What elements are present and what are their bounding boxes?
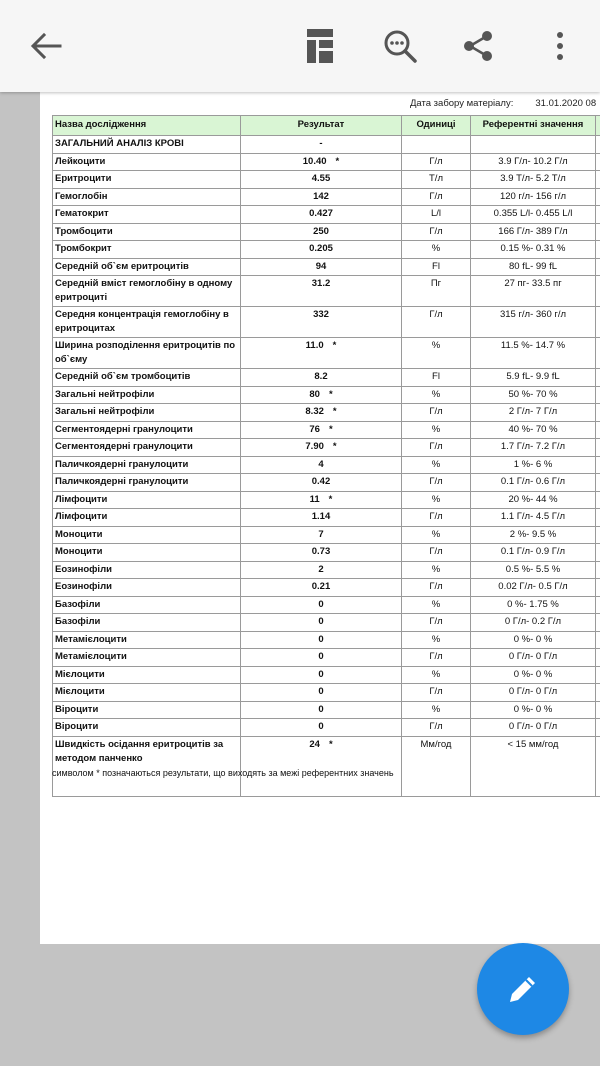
table-row — [53, 526, 600, 544]
header-name: Назва дослідження — [53, 116, 241, 136]
test-result — [241, 561, 402, 579]
test-result — [241, 614, 402, 632]
document-button[interactable] — [300, 26, 340, 66]
test-reference: 80 fL- 99 fL — [471, 258, 596, 276]
extra-cell — [596, 596, 600, 614]
test-unit: Г/л — [402, 223, 471, 241]
test-name: Середня концентрація гемоглобіну в еритроцитах — [53, 307, 241, 338]
test-reference: 120 г/л- 156 г/л — [471, 188, 596, 206]
test-unit: L/l — [402, 206, 471, 224]
table-row — [53, 153, 600, 171]
test-result — [241, 386, 402, 404]
test-unit: % — [402, 241, 471, 259]
test-name: Еозинофіли — [53, 579, 241, 597]
test-result — [241, 338, 402, 369]
table-row — [53, 631, 600, 649]
test-name: Лейкоцити — [53, 153, 241, 171]
table-row — [53, 456, 600, 474]
test-name: Мієлоцити — [53, 666, 241, 684]
test-reference: 11.5 %- 14.7 % — [471, 338, 596, 369]
result-value: 0 — [318, 668, 324, 680]
extra-cell — [596, 736, 600, 796]
table-row — [53, 276, 600, 307]
result-value: 0 — [318, 616, 324, 627]
test-reference: 0 Г/л- 0.2 Г/л — [471, 614, 596, 632]
test-name: Еритроцити — [53, 171, 241, 189]
test-name: Паличкоядерні гранулоцити — [53, 456, 241, 474]
test-result — [241, 171, 402, 189]
header-extra — [596, 116, 600, 136]
test-name: Метамієлоцити — [53, 649, 241, 667]
extra-cell — [596, 307, 600, 338]
extra-cell — [596, 561, 600, 579]
result-value: 0 — [318, 598, 324, 610]
table-row — [53, 206, 600, 224]
out-of-range-flag: * — [335, 155, 340, 167]
edit-fab-button[interactable] — [477, 943, 569, 1035]
test-result — [241, 241, 402, 259]
extra-cell — [596, 491, 600, 509]
test-name: Еозинофіли — [53, 561, 241, 579]
result-value: 0.21 — [311, 581, 331, 592]
test-unit: Г/л — [402, 614, 471, 632]
test-unit: Г/л — [402, 544, 471, 562]
result-value: 2 — [318, 563, 324, 575]
test-reference: 0.1 Г/л- 0.9 Г/л — [471, 544, 596, 562]
test-reference: 0 %- 1.75 % — [471, 596, 596, 614]
test-unit: % — [402, 421, 471, 439]
test-reference: 0 %- 0 % — [471, 631, 596, 649]
table-row — [53, 258, 600, 276]
table-row — [53, 701, 600, 719]
test-result — [241, 258, 402, 276]
test-unit: Fl — [402, 258, 471, 276]
test-unit: % — [402, 526, 471, 544]
table-row — [53, 719, 600, 737]
extra-cell — [596, 404, 600, 422]
result-value: 250 — [313, 225, 329, 237]
extra-cell — [596, 439, 600, 457]
result-value: 0 — [318, 721, 324, 732]
test-name: Сегментоядерні гранулоцити — [53, 439, 241, 457]
test-reference: 0.5 %- 5.5 % — [471, 561, 596, 579]
result-value: 0 — [318, 703, 324, 715]
table-row — [53, 684, 600, 702]
result-value: 0.427 — [309, 208, 333, 219]
date-value: 31.01.2020 08 — [535, 98, 597, 109]
result-value: 332 — [313, 309, 329, 320]
back-button[interactable] — [26, 26, 66, 66]
test-unit: Г/л — [402, 153, 471, 171]
test-reference: 0 Г/л- 0 Г/л — [471, 649, 596, 667]
table-row — [53, 439, 600, 457]
table-header-row — [53, 116, 600, 136]
extra-cell — [596, 171, 600, 189]
test-reference: 0.02 Г/л- 0.5 Г/л — [471, 579, 596, 597]
extra-cell — [596, 579, 600, 597]
test-reference: 2 %- 9.5 % — [471, 526, 596, 544]
table-row — [53, 666, 600, 684]
extra-cell — [596, 649, 600, 667]
test-result — [241, 596, 402, 614]
section-result: - — [241, 136, 402, 154]
test-unit: Г/л — [402, 188, 471, 206]
test-name: Тромбоцити — [53, 223, 241, 241]
test-reference: 0.1 Г/л- 0.6 Г/л — [471, 474, 596, 492]
test-result — [241, 544, 402, 562]
table-row — [53, 561, 600, 579]
table-row — [53, 474, 600, 492]
test-reference: 2 Г/л- 7 Г/л — [471, 404, 596, 422]
extra-cell — [596, 188, 600, 206]
test-result — [241, 736, 402, 796]
test-unit: % — [402, 701, 471, 719]
test-result — [241, 276, 402, 307]
out-of-range-flag: * — [332, 441, 337, 452]
test-reference: 50 %- 70 % — [471, 386, 596, 404]
test-name: Базофіли — [53, 596, 241, 614]
test-name: Моноцити — [53, 544, 241, 562]
test-name: Загальні нейтрофіли — [53, 386, 241, 404]
header-unit: Одиниці — [402, 116, 471, 136]
extra-cell — [596, 701, 600, 719]
table-row — [53, 188, 600, 206]
test-reference: 0.15 %- 0.31 % — [471, 241, 596, 259]
test-result — [241, 684, 402, 702]
test-unit: Fl — [402, 369, 471, 387]
test-result — [241, 631, 402, 649]
test-unit: % — [402, 338, 471, 369]
table-row — [53, 421, 600, 439]
result-value: 0.73 — [311, 546, 331, 557]
test-result — [241, 206, 402, 224]
test-result — [241, 153, 402, 171]
result-value: 1.14 — [311, 511, 331, 522]
result-value: 0.205 — [309, 243, 333, 254]
result-value: 31.2 — [311, 278, 331, 289]
section-row — [53, 136, 600, 154]
test-reference: 20 %- 44 % — [471, 491, 596, 509]
test-name: Віроцити — [53, 701, 241, 719]
test-unit: Т/л — [402, 171, 471, 189]
extra-cell — [596, 369, 600, 387]
test-result — [241, 307, 402, 338]
test-reference: 315 г/л- 360 г/л — [471, 307, 596, 338]
table-row — [53, 241, 600, 259]
test-reference: 40 %- 70 % — [471, 421, 596, 439]
test-result — [241, 666, 402, 684]
test-reference: 1.7 Г/л- 7.2 Г/л — [471, 439, 596, 457]
test-reference: 0 Г/л- 0 Г/л — [471, 684, 596, 702]
out-of-range-flag: * — [332, 340, 337, 351]
test-unit: Пг — [402, 276, 471, 307]
test-name: Базофіли — [53, 614, 241, 632]
extra-cell — [596, 526, 600, 544]
zoom-button[interactable] — [380, 26, 420, 66]
result-value: 4 — [318, 458, 324, 470]
test-unit: Г/л — [402, 474, 471, 492]
extra-cell — [596, 684, 600, 702]
test-unit: % — [402, 456, 471, 474]
test-result — [241, 223, 402, 241]
test-name: Середній об`єм тромбоцитів — [53, 369, 241, 387]
test-name: Середній об`єм еритроцитів — [53, 258, 241, 276]
header-result: Результат — [241, 116, 402, 136]
extra-cell — [596, 509, 600, 527]
test-result — [241, 579, 402, 597]
test-name: Гематокрит — [53, 206, 241, 224]
test-unit: Г/л — [402, 579, 471, 597]
test-reference: 166 Г/л- 389 Г/л — [471, 223, 596, 241]
top-toolbar — [0, 0, 600, 92]
test-name: Загальні нейтрофіли — [53, 404, 241, 422]
document-page — [40, 92, 600, 944]
test-result — [241, 701, 402, 719]
test-unit: % — [402, 561, 471, 579]
extra-cell — [596, 719, 600, 737]
result-value: 8.2 — [314, 371, 328, 382]
extra-cell — [596, 206, 600, 224]
table-row — [53, 386, 600, 404]
out-of-range-flag: * — [332, 406, 337, 417]
more-options-button[interactable] — [540, 26, 580, 66]
out-of-range-flag: * — [328, 388, 333, 400]
test-reference: 0 %- 0 % — [471, 666, 596, 684]
result-value: 80 — [309, 388, 320, 400]
test-result — [241, 421, 402, 439]
extra-cell — [596, 276, 600, 307]
more-vert-icon — [555, 30, 565, 62]
table-row — [53, 307, 600, 338]
extra-cell — [596, 153, 600, 171]
test-result — [241, 491, 402, 509]
table-row — [53, 544, 600, 562]
result-value: 7 — [318, 528, 324, 540]
test-unit: Г/л — [402, 649, 471, 667]
test-reference: 0 Г/л- 0 Г/л — [471, 719, 596, 737]
extra-cell — [596, 614, 600, 632]
test-reference: < 15 мм/год — [471, 736, 596, 796]
extra-cell — [596, 456, 600, 474]
test-unit: Г/л — [402, 509, 471, 527]
out-of-range-flag: * — [328, 423, 333, 435]
test-result — [241, 369, 402, 387]
extra-cell — [596, 338, 600, 369]
test-name: Моноцити — [53, 526, 241, 544]
test-name: Середній вміст гемоглобіну в одному еритроциті — [53, 276, 241, 307]
footnote: символом * позначаються результати, що виходять за межі референтних значень — [52, 768, 394, 778]
document-icon — [305, 28, 335, 64]
test-unit: % — [402, 596, 471, 614]
test-name: Мієлоцити — [53, 684, 241, 702]
table-row — [53, 491, 600, 509]
test-result — [241, 526, 402, 544]
test-unit: Г/л — [402, 307, 471, 338]
extra-cell — [596, 544, 600, 562]
test-reference: 0 %- 0 % — [471, 701, 596, 719]
test-name: Гемоглобін — [53, 188, 241, 206]
result-value: 0 — [318, 633, 324, 645]
test-reference: 5.9 fL- 9.9 fL — [471, 369, 596, 387]
table-row — [53, 614, 600, 632]
extra-cell — [596, 258, 600, 276]
result-value: 0 — [318, 651, 324, 662]
result-value: 0 — [318, 686, 324, 697]
share-button[interactable] — [458, 26, 498, 66]
results-table — [52, 115, 600, 797]
test-unit: Г/л — [402, 719, 471, 737]
test-reference: 3.9 Г/л- 10.2 Г/л — [471, 153, 596, 171]
result-value: 11.0 — [305, 340, 324, 351]
test-reference: 27 пг- 33.5 пг — [471, 276, 596, 307]
extra-cell — [596, 474, 600, 492]
test-name: Швидкість осідання еритроцитів за методом панченко — [53, 736, 241, 796]
test-unit: Г/л — [402, 684, 471, 702]
result-value: 10.40 — [302, 155, 327, 167]
extra-cell — [596, 386, 600, 404]
out-of-range-flag: * — [328, 738, 333, 750]
test-name: Метамієлоцити — [53, 631, 241, 649]
extra-cell — [596, 666, 600, 684]
back-arrow-icon — [28, 28, 64, 64]
table-row — [53, 579, 600, 597]
test-name: Ширина розподілення еритроцитів по об`єму — [53, 338, 241, 369]
test-unit: % — [402, 386, 471, 404]
pencil-edit-icon — [505, 971, 541, 1007]
result-value: 4.55 — [311, 173, 331, 184]
share-icon — [461, 29, 495, 63]
test-reference: 3.9 Т/л- 5.2 Т/л — [471, 171, 596, 189]
result-value: 0.42 — [311, 476, 331, 487]
test-name: Тромбокрит — [53, 241, 241, 259]
table-row — [53, 736, 600, 796]
extra-cell — [596, 241, 600, 259]
test-reference: 1 %- 6 % — [471, 456, 596, 474]
test-result — [241, 719, 402, 737]
collection-date — [410, 98, 596, 109]
test-unit: % — [402, 631, 471, 649]
test-unit: Г/л — [402, 404, 471, 422]
table-row — [53, 649, 600, 667]
table-row — [53, 223, 600, 241]
test-result — [241, 439, 402, 457]
test-name: Паличкоядерні гранулоцити — [53, 474, 241, 492]
test-unit: Мм/год — [402, 736, 471, 796]
zoom-icon — [382, 28, 418, 64]
out-of-range-flag: * — [328, 493, 333, 505]
test-result — [241, 456, 402, 474]
extra-cell — [596, 421, 600, 439]
table-row — [53, 404, 600, 422]
test-name: Віроцити — [53, 719, 241, 737]
header-ref: Референтні значення — [471, 116, 596, 136]
extra-cell — [596, 223, 600, 241]
result-value: 142 — [313, 190, 329, 202]
table-row — [53, 596, 600, 614]
table-row — [53, 509, 600, 527]
table-row — [53, 338, 600, 369]
extra-cell — [596, 631, 600, 649]
test-result — [241, 509, 402, 527]
test-reference: 0.355 L/l- 0.455 L/l — [471, 206, 596, 224]
test-unit: % — [402, 491, 471, 509]
result-value: 11 — [309, 493, 320, 505]
test-reference: 1.1 Г/л- 4.5 Г/л — [471, 509, 596, 527]
test-name: Лімфоцити — [53, 491, 241, 509]
result-value: 94 — [315, 260, 327, 272]
test-result — [241, 649, 402, 667]
test-name: Сегментоядерні гранулоцити — [53, 421, 241, 439]
table-row — [53, 171, 600, 189]
test-result — [241, 404, 402, 422]
test-result — [241, 188, 402, 206]
test-result — [241, 474, 402, 492]
result-value: 8.32 — [305, 406, 324, 417]
result-value: 76 — [309, 423, 320, 435]
date-label: Дата забору матеріалу: — [410, 98, 514, 109]
table-row — [53, 369, 600, 387]
test-name: Лімфоцити — [53, 509, 241, 527]
section-title: ЗАГАЛЬНИЙ АНАЛІЗ КРОВІ — [53, 136, 241, 154]
test-unit: % — [402, 666, 471, 684]
result-value: 7.90 — [305, 441, 324, 452]
result-value: 24 — [309, 738, 320, 750]
test-unit: Г/л — [402, 439, 471, 457]
